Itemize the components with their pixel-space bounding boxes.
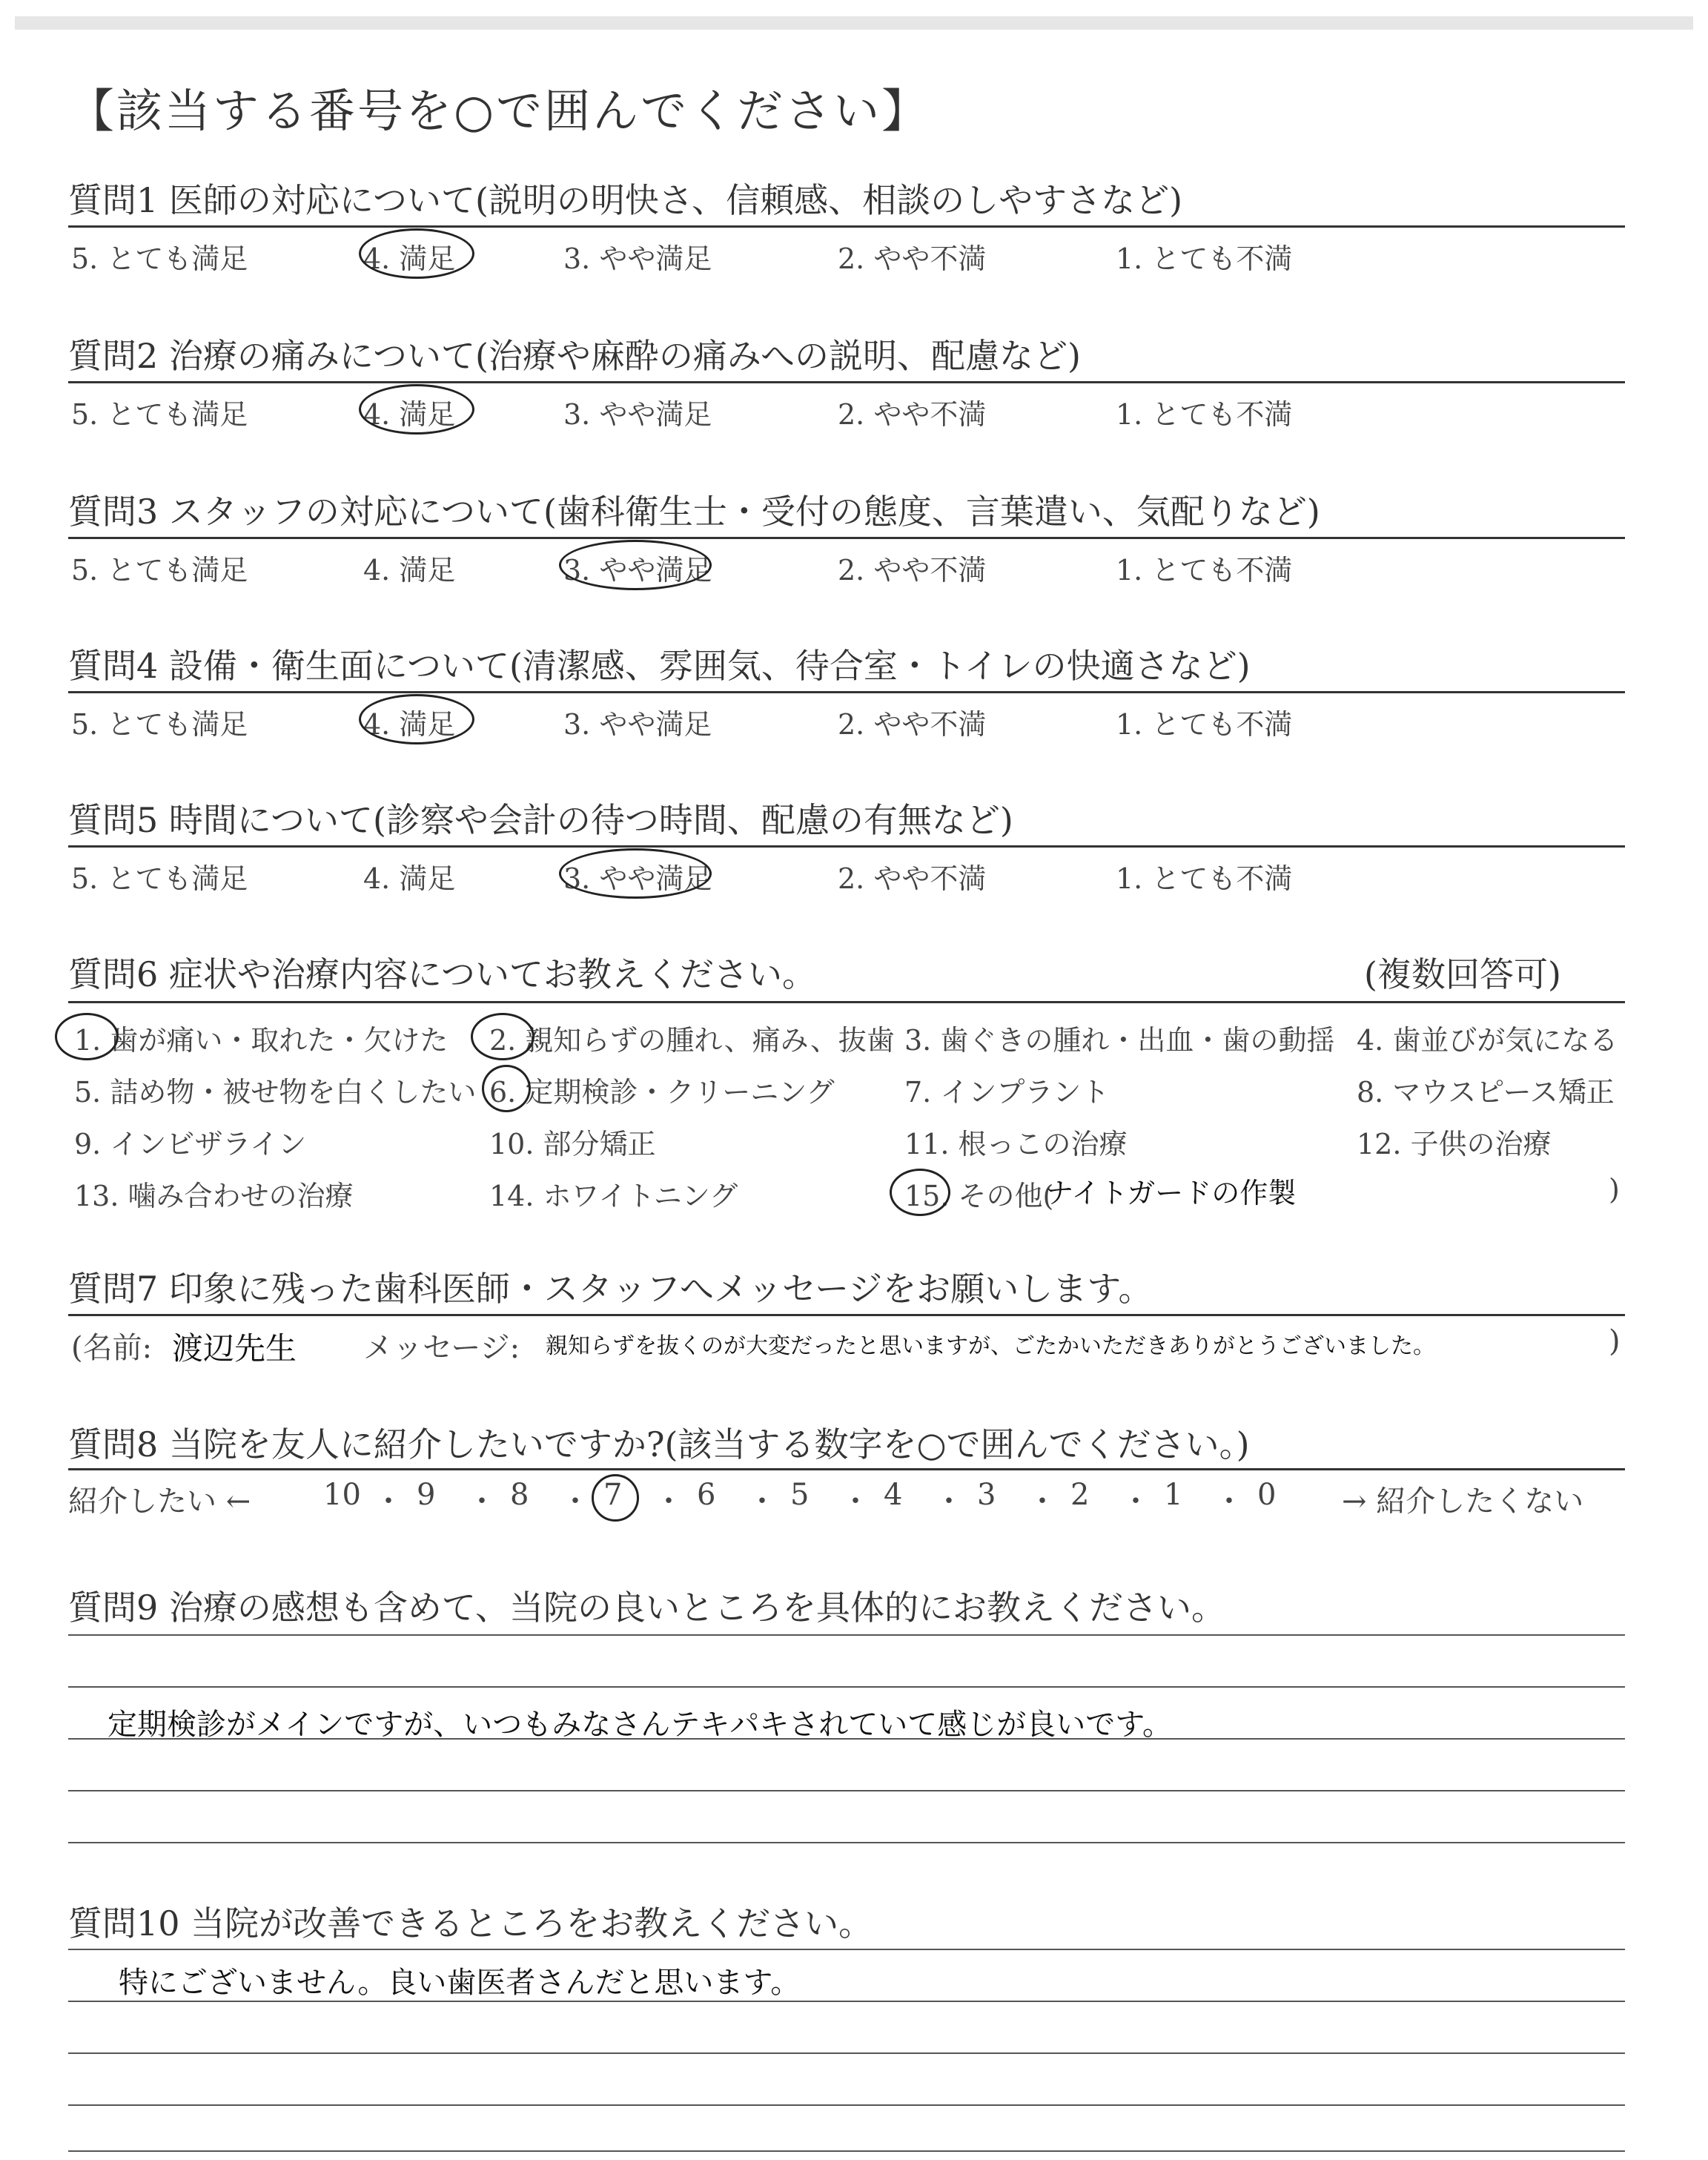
q10-rule-4 [68, 2104, 1625, 2106]
q3-selection-circle [559, 540, 712, 590]
q8-scale-separator: ・ [841, 1484, 870, 1519]
q8-scale-separator: ・ [654, 1484, 683, 1519]
q8-scale-separator: ・ [374, 1484, 403, 1519]
q10-answer-handwritten: 特にございません。良い歯医者さんだと思います。 [119, 1966, 801, 2000]
q4-option-2[interactable]: 2. やや不満 [838, 708, 987, 741]
q5-option-5[interactable]: 5. とても満足 [71, 862, 248, 895]
q3-option-5[interactable]: 5. とても満足 [71, 554, 248, 587]
q5-label: 質問5 時間について(診察や会計の待つ時間、配慮の有無など) [68, 800, 1013, 840]
q8-right-label: → 紹介したくない [1342, 1484, 1584, 1519]
q3-option-2[interactable]: 2. やや不満 [838, 554, 987, 587]
q8-scale-7[interactable]: 7 [603, 1478, 623, 1512]
q8-scale-2[interactable]: 2 [1070, 1478, 1090, 1512]
q2-option-2[interactable]: 2. やや不満 [838, 398, 987, 431]
q9-rule-4 [68, 1790, 1625, 1791]
q5-rule [68, 845, 1625, 848]
q5-option-4[interactable]: 4. 満足 [363, 862, 456, 895]
q3-label: 質問3 スタッフの対応について(歯科衛生士・受付の態度、言葉遣い、気配りなど) [68, 492, 1320, 532]
q8-scale-separator: ・ [467, 1484, 497, 1519]
q4-option-4[interactable]: 4. 満足 [363, 708, 456, 741]
q1-option-4[interactable]: 4. 満足 [363, 242, 456, 275]
q8-scale-3[interactable]: 3 [977, 1478, 996, 1512]
q7-message-handwritten: 親知らずを抜くのが大変だったと思いますが、ごたかいただきありがとうございました。 [546, 1333, 1435, 1359]
q8-left-label: 紹介したい ← [68, 1484, 251, 1519]
q8-selection-circle [592, 1474, 639, 1522]
q5-selection-circle [559, 848, 712, 899]
q6-option-14[interactable]: 14. ホワイトニング [489, 1180, 738, 1212]
q5-option-3[interactable]: 3. やや満足 [563, 862, 712, 895]
q4-selection-circle [359, 694, 474, 744]
q7-name-handwritten: 渡辺先生 [172, 1330, 297, 1367]
q9-rule-1 [68, 1634, 1625, 1636]
q6-rule [68, 1001, 1625, 1003]
q6-option-6[interactable]: 6. 定期検診・クリーニング [489, 1076, 835, 1109]
q8-scale-separator: ・ [747, 1484, 777, 1519]
q2-option-4[interactable]: 4. 満足 [363, 398, 456, 431]
q6-option-10[interactable]: 10. 部分矯正 [489, 1128, 656, 1160]
q6-circle-1 [55, 1013, 119, 1060]
q10-rule-5 [68, 2150, 1625, 2152]
q7-label: 質問7 印象に残った歯科医師・スタッフへメッセージをお願いします。 [68, 1269, 1153, 1309]
q2-option-1[interactable]: 1. とても不満 [1116, 398, 1293, 431]
q6-option-7[interactable]: 7. インプラント [904, 1076, 1110, 1109]
q8-scale-6[interactable]: 6 [697, 1478, 716, 1512]
q2-option-5[interactable]: 5. とても満足 [71, 398, 248, 431]
q1-option-2[interactable]: 2. やや不満 [838, 242, 987, 275]
q1-option-5[interactable]: 5. とても満足 [71, 242, 248, 275]
q6-option-12[interactable]: 12. 子供の治療 [1357, 1128, 1552, 1160]
q6-other-close-paren: ) [1609, 1173, 1620, 1206]
q8-scale-separator: ・ [1121, 1484, 1151, 1519]
q1-option-1[interactable]: 1. とても不満 [1116, 242, 1293, 275]
q6-option-3[interactable]: 3. 歯ぐきの腫れ・出血・歯の動揺 [904, 1024, 1335, 1057]
q1-label: 質問1 医師の対応について(説明の明快さ、信頼感、相談のしやすさなど) [68, 180, 1183, 220]
q10-rule-2 [68, 2001, 1625, 2002]
q8-scale-0[interactable]: 0 [1257, 1478, 1277, 1512]
q6-option-15[interactable]: 15. その他( [904, 1180, 1054, 1212]
q4-option-5[interactable]: 5. とても満足 [71, 708, 248, 741]
q2-option-3[interactable]: 3. やや満足 [563, 398, 712, 431]
q3-option-3[interactable]: 3. やや満足 [563, 554, 712, 587]
q6-other-handwritten: ナイトガードの作製 [1045, 1177, 1297, 1209]
q4-rule [68, 691, 1625, 693]
q6-option-11[interactable]: 11. 根っこの治療 [904, 1128, 1128, 1160]
q4-option-1[interactable]: 1. とても不満 [1116, 708, 1293, 741]
q6-option-13[interactable]: 13. 噛み合わせの治療 [74, 1180, 354, 1212]
q8-scale-4[interactable]: 4 [884, 1478, 903, 1512]
q1-rule [68, 225, 1625, 228]
q10-rule-1 [68, 1949, 1625, 1950]
q4-label: 質問4 設備・衛生面について(清潔感、雰囲気、待合室・トイレの快適さなど) [68, 646, 1251, 686]
q9-rule-2 [68, 1686, 1625, 1688]
q10-rule-3 [68, 2052, 1625, 2054]
q6-circle-6 [482, 1065, 531, 1112]
q6-option-5[interactable]: 5. 詰め物・被せ物を白くしたい [74, 1076, 477, 1109]
q2-label: 質問2 治療の痛みについて(治療や麻酔の痛みへの説明、配慮など) [68, 336, 1081, 376]
q6-circle-15 [890, 1169, 950, 1216]
q7-rule [68, 1314, 1625, 1316]
q7-close-paren: ) [1609, 1324, 1621, 1358]
q8-scale-10[interactable]: 10 [323, 1478, 361, 1512]
q7-message-label: メッセージ: [363, 1331, 520, 1365]
q6-label: 質問6 症状や治療内容についてお教えください。 [68, 954, 816, 994]
q3-option-1[interactable]: 1. とても不満 [1116, 554, 1293, 587]
q3-option-4[interactable]: 4. 満足 [363, 554, 456, 587]
q8-scale-separator: ・ [1027, 1484, 1057, 1519]
q6-option-2[interactable]: 2. 親知らずの腫れ、痛み、抜歯 [489, 1024, 895, 1057]
q8-scale-separator: ・ [1214, 1484, 1244, 1519]
q6-option-9[interactable]: 9. インビザライン [74, 1128, 307, 1160]
q4-option-3[interactable]: 3. やや満足 [563, 708, 712, 741]
scan-top-edge [15, 16, 1693, 30]
q1-selection-circle [359, 228, 474, 279]
q5-option-1[interactable]: 1. とても不満 [1116, 862, 1293, 895]
q9-rule-3 [68, 1738, 1625, 1740]
q1-option-3[interactable]: 3. やや満足 [563, 242, 712, 275]
q8-rule [68, 1468, 1625, 1470]
q2-rule [68, 381, 1625, 383]
q8-scale-9[interactable]: 9 [417, 1478, 436, 1512]
q6-circle-2 [471, 1013, 534, 1060]
q7-name-label: (名前: [71, 1331, 153, 1365]
page-title: 【該当する番号を○で囲んでください】 [68, 84, 930, 138]
q8-label: 質問8 当院を友人に紹介したいですか?(該当する数字を○で囲んでください。) [68, 1424, 1250, 1464]
q8-scale-8[interactable]: 8 [510, 1478, 529, 1512]
q5-option-2[interactable]: 2. やや不満 [838, 862, 987, 895]
q10-label: 質問10 当院が改善できるところをお教えください。 [68, 1903, 873, 1943]
q6-option-8[interactable]: 8. マウスピース矯正 [1357, 1076, 1615, 1109]
q8-scale-5[interactable]: 5 [790, 1478, 810, 1512]
q8-scale-1[interactable]: 1 [1164, 1478, 1183, 1512]
q8-scale-separator: ・ [560, 1484, 590, 1519]
q6-option-1[interactable]: 1. 歯が痛い・取れた・欠けた [74, 1024, 448, 1057]
q2-selection-circle [359, 384, 474, 435]
q3-rule [68, 537, 1625, 539]
q8-scale-separator: ・ [934, 1484, 964, 1519]
q9-answer-handwritten: 定期検診がメインですが、いつもみなさんテキパキされていて感じが良いです。 [107, 1708, 1172, 1742]
q6-option-4[interactable]: 4. 歯並びが気になる [1357, 1024, 1618, 1057]
q9-rule-5 [68, 1842, 1625, 1843]
q9-label: 質問9 治療の感想も含めて、当院の良いところを具体的にお教えください。 [68, 1588, 1225, 1628]
q6-note: (複数回答可) [1364, 954, 1561, 994]
